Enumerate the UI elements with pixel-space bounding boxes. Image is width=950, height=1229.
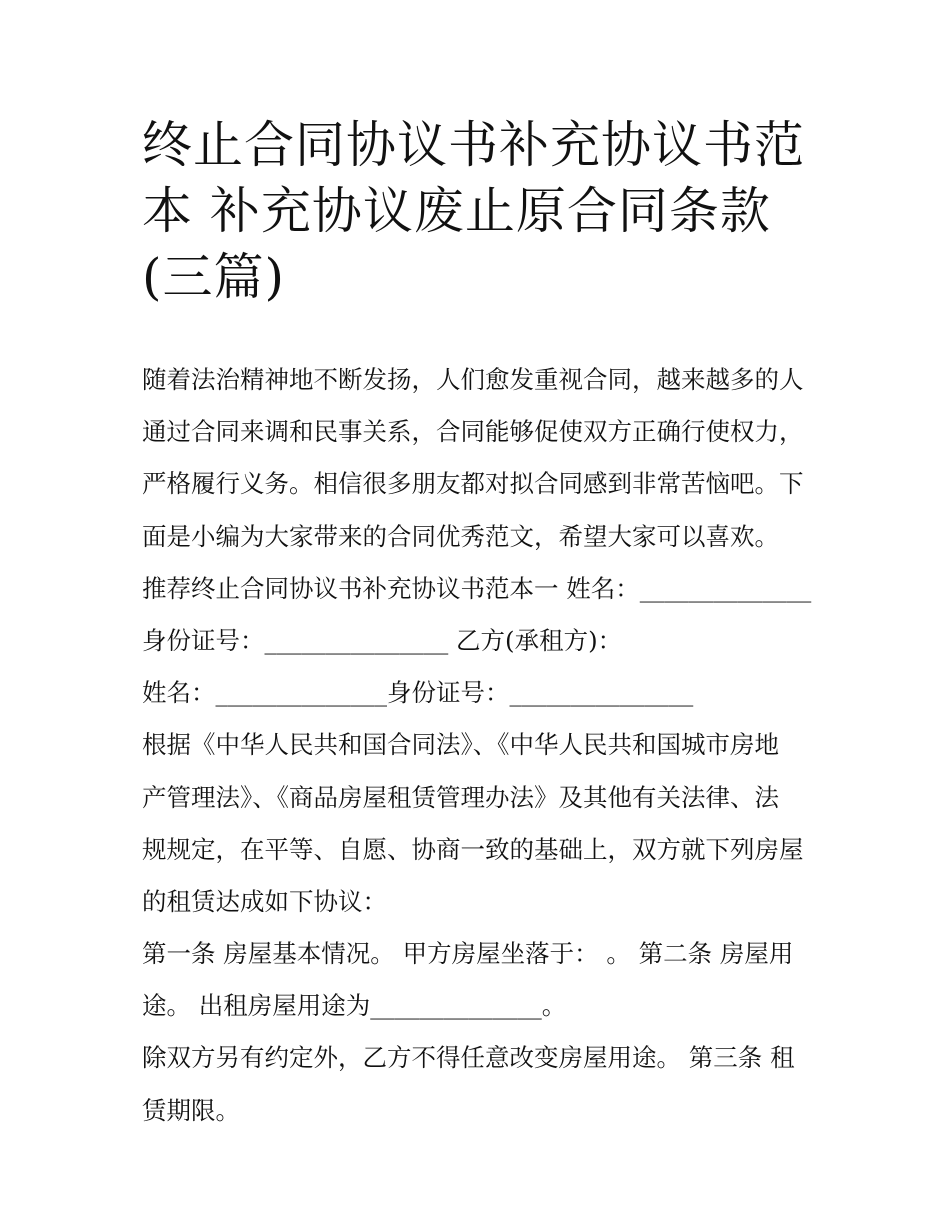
body-line: 除双方另有约定外，乙方不得任意改变房屋用途。 第三条 租 [142, 1043, 795, 1073]
body-line: 途。 出租房屋用途为______________。 [142, 991, 567, 1021]
body-line: 身份证号：_______________ 乙方(承租方)： [142, 625, 623, 655]
document-title [142, 112, 822, 310]
title-line-1: 终止合同协议书补充协议书范 [142, 116, 805, 174]
body-line: 产管理法》、《商品房屋租赁管理办法》及其他有关法律、法 [142, 782, 779, 812]
body-line: 面是小编为大家带来的合同优秀范文，希望大家可以喜欢。 [142, 521, 779, 551]
body-line: 的租赁达成如下协议： [142, 886, 387, 916]
title-line-2: 本 补充协议废止原合同条款 [142, 182, 771, 240]
body-line: 姓名：______________身份证号：_______________ [142, 678, 694, 708]
document-body [142, 354, 822, 1137]
body-line: 通过合同来调和民事关系，合同能够促使双方正确行使权力， [142, 417, 804, 447]
body-line: 根据《中华人民共和国合同法》、《中华人民共和国城市房地 [142, 730, 779, 760]
body-line: 规规定，在平等、自愿、协商一致的基础上，双方就下列房屋 [142, 834, 804, 864]
title-line-3: (三篇) [142, 248, 286, 306]
body-line: 第一条 房屋基本情况。 甲方房屋坐落于： 。 第二条 房屋用 [142, 939, 794, 969]
body-line: 严格履行义务。相信很多朋友都对拟合同感到非常苦恼吧。下 [142, 469, 804, 499]
body-line: 随着法治精神地不断发扬，人们愈发重视合同，越来越多的人 [142, 365, 804, 394]
body-line: 赁期限。 [142, 1095, 240, 1125]
body-line: 推荐终止合同协议书补充协议书范本一 姓名：______________ [142, 573, 812, 603]
